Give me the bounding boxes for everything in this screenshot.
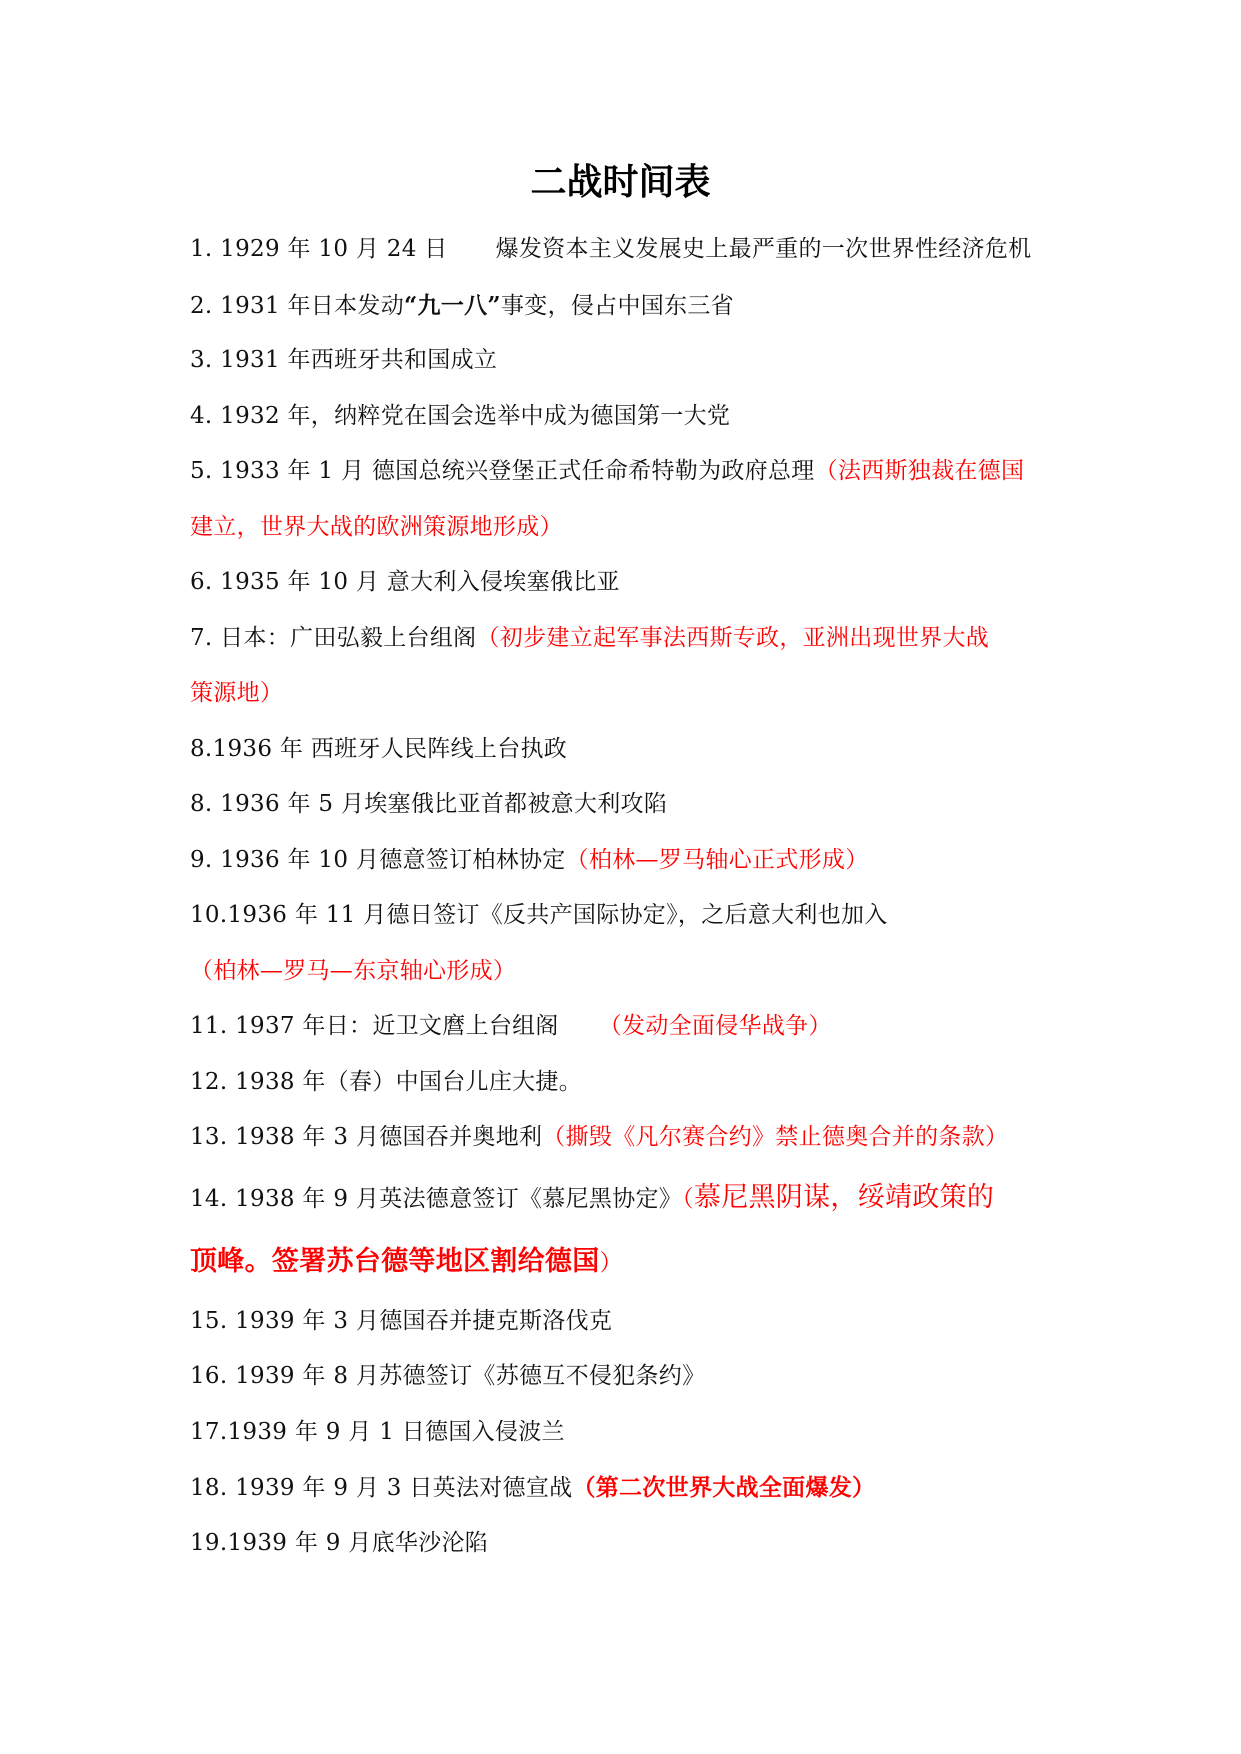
entry-text: 10.1936 年 11 月德日签订《反共产国际协定》，之后意大利也加入 bbox=[190, 902, 888, 928]
timeline-entry-18 bbox=[190, 1460, 1060, 1516]
timeline-entry-6 bbox=[190, 555, 1060, 611]
document-title: 二战时间表 bbox=[530, 162, 711, 203]
timeline-list bbox=[190, 222, 1060, 1571]
entry-text: 13. 1938 年 3 月德国吞并奥地利 bbox=[190, 1124, 543, 1150]
entry-text: 16. 1939 年 8 月苏德签订《苏德互不侵犯条约》 bbox=[190, 1363, 706, 1389]
timeline-entry-2 bbox=[190, 278, 1060, 334]
timeline-entry-4 bbox=[190, 389, 1060, 445]
timeline-entry-9 bbox=[190, 833, 1060, 889]
timeline-entry-3 bbox=[190, 333, 1060, 389]
timeline-entry-10 bbox=[190, 888, 1060, 944]
entry-note: （发动全面侵华战争） bbox=[598, 1013, 832, 1039]
timeline-entry-5-continued bbox=[190, 500, 1060, 556]
entry-note: （柏林—罗马轴心正式形成） bbox=[565, 846, 869, 873]
timeline-entry-19 bbox=[190, 1516, 1060, 1572]
entry-note: （柏林—罗马—东京轴心形成） bbox=[190, 957, 517, 984]
entry-emphasis: “九一八” bbox=[404, 291, 501, 319]
entry-text: 8.1936 年 西班牙人民阵线上台执政 bbox=[190, 735, 568, 762]
entry-text: 17.1939 年 9 月 1 日德国入侵波兰 bbox=[190, 1418, 565, 1445]
timeline-entry-14-continued bbox=[190, 1230, 1060, 1294]
entry-text: 12. 1938 年（春）中国台儿庄大捷。 bbox=[190, 1068, 583, 1095]
entry-text: 8. 1936 年 5 月埃塞俄比亚首都被意大利攻陷 bbox=[190, 791, 668, 817]
entry-note: ） bbox=[599, 1249, 623, 1276]
entry-text: 19.1939 年 9 月底华沙沦陷 bbox=[190, 1529, 489, 1556]
entry-text: 9. 1936 年 10 月德意签订柏林协定 bbox=[190, 846, 566, 873]
timeline-entry-13 bbox=[190, 1110, 1060, 1166]
timeline-entry-17 bbox=[190, 1405, 1060, 1461]
entry-text: 事变，侵占中国东三省 bbox=[500, 292, 734, 319]
entry-text: 爆发资本主义发展史上最严重的一次世界性经济危机 bbox=[495, 236, 1032, 262]
entry-note: （撕毁《凡尔赛合约》禁止德奥合并的条款） bbox=[542, 1124, 1009, 1150]
timeline-entry-8a bbox=[190, 722, 1060, 778]
timeline-entry-16 bbox=[190, 1349, 1060, 1405]
entry-note: 建立，世界大战的欧洲策源地形成） bbox=[190, 513, 563, 540]
timeline-entry-1 bbox=[190, 222, 1060, 278]
timeline-entry-5 bbox=[190, 444, 1060, 500]
timeline-entry-10-continued bbox=[190, 944, 1060, 1000]
entry-note: （法西斯独裁在德国 bbox=[814, 458, 1025, 484]
entry-text: 4. 1932 年，纳粹党在国会选举中成为德国第一大党 bbox=[190, 402, 731, 429]
entry-text: 2. 1931 年日本发动 bbox=[190, 292, 404, 319]
timeline-entry-15 bbox=[190, 1294, 1060, 1350]
timeline-entry-8b bbox=[190, 777, 1060, 833]
timeline-entry-11 bbox=[190, 999, 1060, 1055]
entry-note: （第二次世界大战全面爆发） bbox=[572, 1474, 876, 1501]
timeline-entry-7 bbox=[190, 611, 1060, 667]
entry-text: 11. 1937 年日：近卫文麿上台组阁 bbox=[190, 1013, 559, 1039]
entry-text: 18. 1939 年 9 月 3 日英法对德宣战 bbox=[190, 1475, 573, 1501]
entry-note: （初步建立起军事法西斯专政，亚洲出现世界大战 bbox=[476, 624, 990, 651]
entry-note: 慕尼黑阴谋，绥靖政策的 bbox=[693, 1181, 995, 1213]
entry-note: 顶峰。签署苏台德等地区割给德国 bbox=[190, 1245, 600, 1277]
entry-text: 5. 1933 年 1 月 德国总统兴登堡正式任命希特勒为政府总理 bbox=[190, 458, 815, 484]
timeline-entry-7-continued bbox=[190, 666, 1060, 722]
entry-text: 1. 1929 年 10 月 24 日 bbox=[190, 236, 448, 262]
entry-text: 3. 1931 年西班牙共和国成立 bbox=[190, 347, 498, 373]
entry-text: 7. 日本：广田弘毅上台组阁 bbox=[190, 624, 477, 651]
entry-text: 15. 1939 年 3 月德国吞并捷克斯洛伐克 bbox=[190, 1307, 613, 1334]
entry-text: 14. 1938 年 9 月英法德意签订《慕尼黑协定》 bbox=[190, 1185, 683, 1212]
entry-text: 6. 1935 年 10 月 意大利入侵埃塞俄比亚 bbox=[190, 569, 620, 595]
entry-note: 策源地） bbox=[190, 680, 284, 706]
timeline-entry-12 bbox=[190, 1055, 1060, 1111]
timeline-entry-14 bbox=[190, 1166, 1060, 1230]
entry-note: （ bbox=[682, 1185, 694, 1212]
